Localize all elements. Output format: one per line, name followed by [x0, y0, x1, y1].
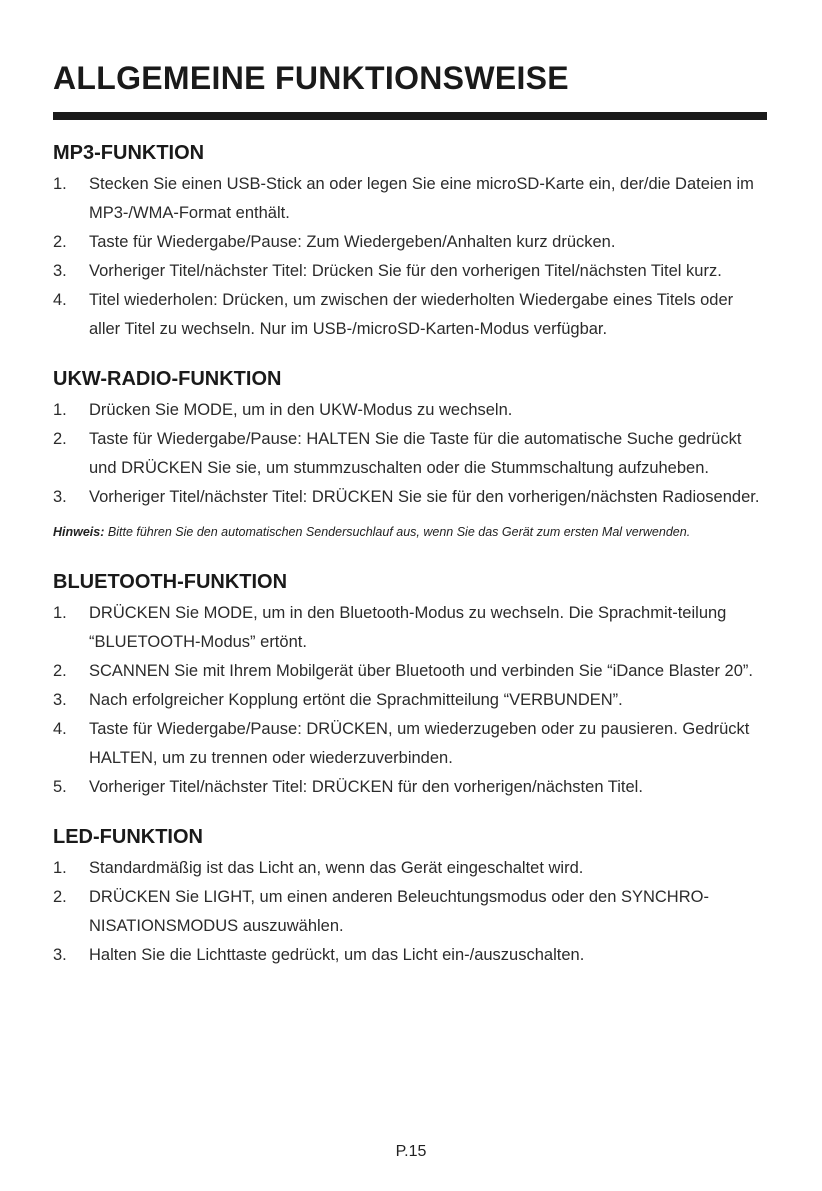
list-item — [53, 228, 767, 257]
item-number: 3. — [53, 488, 67, 506]
item-text: Vorheriger Titel/nächster Titel: DRÜCKEN Sie sie für den vorherigen/nächsten Radiosender. — [89, 488, 760, 506]
list-item — [53, 483, 767, 512]
item-number: 4. — [53, 720, 67, 738]
list-item — [53, 396, 767, 425]
item-number: 1. — [53, 175, 67, 193]
item-text: Stecken Sie einen USB-Stick an oder legen Sie eine microSD-Karte ein, der/die Dateien im MP3-/WMA-Format enthält. — [89, 175, 754, 222]
item-text: Drücken Sie MODE, um in den UKW-Modus zu wechseln. — [89, 401, 513, 419]
note — [53, 518, 767, 547]
item-number: 3. — [53, 691, 67, 709]
item-text: Standardmäßig ist das Licht an, wenn das Gerät eingeschaltet wird. — [89, 859, 584, 877]
item-number: 1. — [53, 859, 67, 877]
instruction-list — [53, 854, 767, 970]
item-number: 1. — [53, 604, 67, 622]
item-text: Taste für Wiedergabe/Pause: HALTEN Sie die Taste für die automatische Suche gedrückt und DRÜCKEN Sie sie, um stummzuschalten oder die Stummschaltung aufzuheben. — [89, 430, 742, 477]
list-item — [53, 286, 767, 344]
item-number: 2. — [53, 233, 67, 251]
section-heading: UKW-RADIO-FUNKTION — [53, 368, 282, 390]
item-number: 3. — [53, 262, 67, 280]
list-item — [53, 170, 767, 228]
section-led — [53, 824, 767, 970]
list-item — [53, 883, 767, 941]
item-text: Nach erfolgreicher Kopplung ertönt die Sprachmitteilung “VERBUNDEN”. — [89, 691, 623, 709]
instruction-list — [53, 170, 767, 344]
list-item — [53, 773, 767, 802]
list-item — [53, 854, 767, 883]
item-text: DRÜCKEN Sie LIGHT, um einen anderen Beleuchtungsmodus oder den SYNCHRO-NISATIONSMODUS auszuwählen. — [89, 888, 709, 935]
item-number: 5. — [53, 778, 67, 796]
section-bluetooth — [53, 569, 767, 802]
list-item — [53, 941, 767, 970]
list-item — [53, 599, 767, 657]
item-text: Taste für Wiedergabe/Pause: DRÜCKEN, um wiederzugeben oder zu pausieren. Gedrückt HALTEN, um zu trennen oder wiederzuverbinden. — [89, 720, 750, 767]
item-number: 2. — [53, 662, 67, 680]
page-title: ALLGEMEINE FUNKTIONSWEISE — [53, 60, 569, 96]
item-text: DRÜCKEN Sie MODE, um in den Bluetooth-Modus zu wechseln. Die Sprachmit-teilung “BLUETOOTH-Modus” ertönt. — [89, 604, 727, 651]
section-mp3 — [53, 140, 767, 344]
list-item — [53, 657, 767, 686]
item-text: Taste für Wiedergabe/Pause: Zum Wiedergeben/Anhalten kurz drücken. — [89, 233, 616, 251]
section-heading: BLUETOOTH-FUNKTION — [53, 571, 288, 593]
note-label: Hinweis: — [53, 525, 105, 539]
manual-page — [53, 58, 767, 970]
instruction-list — [53, 599, 767, 802]
title-divider — [53, 112, 767, 120]
list-item — [53, 257, 767, 286]
section-heading: MP3-FUNKTION — [53, 142, 205, 164]
section-ukw-radio — [53, 366, 767, 547]
item-number: 2. — [53, 888, 67, 906]
item-text: Titel wiederholen: Drücken, um zwischen der wiederholten Wiedergabe eines Titels oder aller Titel zu wechseln. Nur im USB-/microSD-Karten-Modus verfügbar. — [89, 291, 734, 338]
list-item — [53, 425, 767, 483]
list-item — [53, 715, 767, 773]
list-item — [53, 686, 767, 715]
item-number: 1. — [53, 401, 67, 419]
page-number: P.15 — [395, 1143, 427, 1160]
item-text: Vorheriger Titel/nächster Titel: DRÜCKEN für den vorherigen/nächsten Titel. — [89, 778, 643, 796]
item-number: 2. — [53, 430, 67, 448]
item-text: Vorheriger Titel/nächster Titel: Drücken Sie für den vorherigen Titel/nächsten Titel kurz. — [89, 262, 722, 280]
item-text: Halten Sie die Lichttaste gedrückt, um das Licht ein-/auszuschalten. — [89, 946, 585, 964]
note-text: Bitte führen Sie den automatischen Sendersuchlauf aus, wenn Sie das Gerät zum ersten Mal verwenden. — [107, 525, 691, 539]
item-number: 4. — [53, 291, 67, 309]
instruction-list — [53, 396, 767, 512]
section-heading: LED-FUNKTION — [53, 826, 203, 848]
item-text: SCANNEN Sie mit Ihrem Mobilgerät über Bluetooth und verbinden Sie “iDance Blaster 20”. — [89, 662, 753, 680]
item-number: 3. — [53, 946, 67, 964]
